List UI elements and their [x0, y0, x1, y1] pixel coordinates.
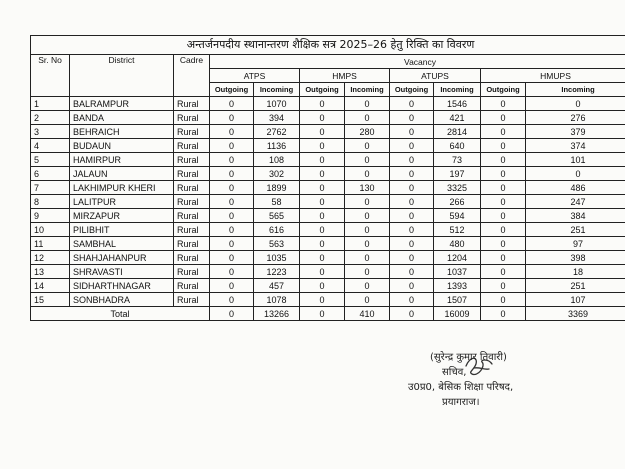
vacancy-sheet: [30, 35, 595, 321]
header-incoming: Incoming: [434, 83, 481, 97]
incoming-cell: 1078: [254, 293, 300, 307]
district-cell: BEHRAICH: [70, 125, 174, 139]
incoming-cell: 1204: [434, 251, 481, 265]
total-cell: 3369: [526, 307, 625, 321]
outgoing-cell: 0: [300, 97, 345, 111]
outgoing-cell: 0: [300, 293, 345, 307]
incoming-cell: 280: [345, 125, 390, 139]
total-cell: 0: [390, 307, 434, 321]
incoming-cell: 0: [345, 293, 390, 307]
outgoing-cell: 0: [210, 125, 254, 139]
total-label: Total: [31, 307, 210, 321]
header-cadre: Cadre: [174, 55, 210, 97]
incoming-cell: 251: [526, 279, 625, 293]
cadre-cell: Rural: [174, 167, 210, 181]
sr-no-cell: 14: [31, 279, 70, 293]
incoming-cell: 379: [526, 125, 625, 139]
header-incoming: Incoming: [254, 83, 300, 97]
incoming-cell: 97: [526, 237, 625, 251]
incoming-cell: 398: [526, 251, 625, 265]
header-outgoing: Outgoing: [481, 83, 526, 97]
incoming-cell: 0: [345, 265, 390, 279]
sr-no-cell: 1: [31, 97, 70, 111]
incoming-cell: 640: [434, 139, 481, 153]
incoming-cell: 512: [434, 223, 481, 237]
district-cell: SHAHJAHANPUR: [70, 251, 174, 265]
header-outgoing: Outgoing: [300, 83, 345, 97]
table-body: [31, 97, 625, 307]
incoming-cell: 58: [254, 195, 300, 209]
outgoing-cell: 0: [210, 97, 254, 111]
cadre-cell: Rural: [174, 279, 210, 293]
incoming-cell: 486: [526, 181, 625, 195]
table-row: [31, 209, 625, 223]
table-row: [31, 251, 625, 265]
outgoing-cell: 0: [210, 167, 254, 181]
cadre-cell: Rural: [174, 251, 210, 265]
outgoing-cell: 0: [300, 195, 345, 209]
incoming-cell: 251: [526, 223, 625, 237]
district-cell: BUDAUN: [70, 139, 174, 153]
total-row: [31, 307, 625, 321]
outgoing-cell: 0: [481, 195, 526, 209]
outgoing-cell: 0: [210, 223, 254, 237]
table-row: [31, 153, 625, 167]
incoming-cell: 1507: [434, 293, 481, 307]
incoming-cell: 1393: [434, 279, 481, 293]
incoming-cell: 108: [254, 153, 300, 167]
outgoing-cell: 0: [481, 97, 526, 111]
signatory-office: उ0प्र0, बेसिक शिक्षा परिषद,: [408, 382, 514, 393]
outgoing-cell: 0: [300, 167, 345, 181]
cadre-cell: Rural: [174, 97, 210, 111]
incoming-cell: 0: [345, 139, 390, 153]
incoming-cell: 0: [345, 97, 390, 111]
district-cell: HAMIRPUR: [70, 153, 174, 167]
outgoing-cell: 0: [390, 279, 434, 293]
header-group-atps: ATPS: [210, 69, 300, 83]
total-cell: 13266: [254, 307, 300, 321]
incoming-cell: 594: [434, 209, 481, 223]
outgoing-cell: 0: [300, 265, 345, 279]
outgoing-cell: 0: [390, 265, 434, 279]
incoming-cell: 1070: [254, 97, 300, 111]
incoming-cell: 563: [254, 237, 300, 251]
header-group-atups: ATUPS: [390, 69, 481, 83]
cadre-cell: Rural: [174, 125, 210, 139]
incoming-cell: 247: [526, 195, 625, 209]
header-district: District: [70, 55, 174, 97]
table-title: अन्तर्जनपदीय स्थानान्तरण शैक्षिक सत्र 2025–26 हेतु रिक्ति का विवरण: [31, 36, 625, 55]
header-outgoing: Outgoing: [210, 83, 254, 97]
outgoing-cell: 0: [481, 251, 526, 265]
outgoing-cell: 0: [481, 181, 526, 195]
sr-no-cell: 8: [31, 195, 70, 209]
table-row: [31, 237, 625, 251]
outgoing-cell: 0: [210, 153, 254, 167]
outgoing-cell: 0: [210, 293, 254, 307]
district-cell: PILIBHIT: [70, 223, 174, 237]
incoming-cell: 457: [254, 279, 300, 293]
incoming-cell: 374: [526, 139, 625, 153]
district-cell: SIDHARTHNAGAR: [70, 279, 174, 293]
outgoing-cell: 0: [300, 279, 345, 293]
signatory-name: (सुरेन्द्र कुमार तिवारी): [430, 352, 507, 363]
incoming-cell: 73: [434, 153, 481, 167]
sr-no-cell: 5: [31, 153, 70, 167]
header-sr-no: Sr. No: [31, 55, 70, 97]
outgoing-cell: 0: [390, 97, 434, 111]
table-row: [31, 139, 625, 153]
signatory-designation: सचिव,: [442, 367, 467, 378]
incoming-cell: 1546: [434, 97, 481, 111]
district-cell: SHRAVASTI: [70, 265, 174, 279]
header-group-hmps: HMPS: [300, 69, 390, 83]
incoming-cell: 0: [345, 237, 390, 251]
outgoing-cell: 0: [300, 251, 345, 265]
incoming-cell: 384: [526, 209, 625, 223]
outgoing-cell: 0: [210, 209, 254, 223]
outgoing-cell: 0: [300, 209, 345, 223]
sr-no-cell: 2: [31, 111, 70, 125]
incoming-cell: 276: [526, 111, 625, 125]
sr-no-cell: 12: [31, 251, 70, 265]
incoming-cell: 266: [434, 195, 481, 209]
outgoing-cell: 0: [210, 195, 254, 209]
outgoing-cell: 0: [210, 279, 254, 293]
sr-no-cell: 4: [31, 139, 70, 153]
district-cell: LAKHIMPUR KHERI: [70, 181, 174, 195]
outgoing-cell: 0: [210, 251, 254, 265]
incoming-cell: 0: [345, 223, 390, 237]
outgoing-cell: 0: [481, 293, 526, 307]
district-cell: SONBHADRA: [70, 293, 174, 307]
table-row: [31, 279, 625, 293]
cadre-cell: Rural: [174, 139, 210, 153]
incoming-cell: 616: [254, 223, 300, 237]
incoming-cell: 2814: [434, 125, 481, 139]
outgoing-cell: 0: [210, 237, 254, 251]
district-cell: SAMBHAL: [70, 237, 174, 251]
total-cell: 0: [481, 307, 526, 321]
incoming-cell: 101: [526, 153, 625, 167]
total-cell: 410: [345, 307, 390, 321]
outgoing-cell: 0: [390, 181, 434, 195]
sr-no-cell: 10: [31, 223, 70, 237]
outgoing-cell: 0: [300, 111, 345, 125]
incoming-cell: 480: [434, 237, 481, 251]
outgoing-cell: 0: [481, 279, 526, 293]
incoming-cell: 394: [254, 111, 300, 125]
incoming-cell: 0: [526, 97, 625, 111]
incoming-cell: 1223: [254, 265, 300, 279]
total-cell: 0: [300, 307, 345, 321]
header-vacancy: Vacancy: [210, 55, 625, 69]
cadre-cell: Rural: [174, 209, 210, 223]
table-row: [31, 195, 625, 209]
outgoing-cell: 0: [300, 139, 345, 153]
outgoing-cell: 0: [390, 167, 434, 181]
outgoing-cell: 0: [481, 265, 526, 279]
incoming-cell: 18: [526, 265, 625, 279]
outgoing-cell: 0: [390, 237, 434, 251]
table-row: [31, 125, 625, 139]
vacancy-table: [30, 35, 625, 321]
outgoing-cell: 0: [481, 167, 526, 181]
total-cell: 16009: [434, 307, 481, 321]
incoming-cell: 1037: [434, 265, 481, 279]
incoming-cell: 0: [526, 167, 625, 181]
header-incoming: Incoming: [526, 83, 625, 97]
district-cell: LALITPUR: [70, 195, 174, 209]
incoming-cell: 2762: [254, 125, 300, 139]
outgoing-cell: 0: [390, 223, 434, 237]
incoming-cell: 1136: [254, 139, 300, 153]
table-row: [31, 223, 625, 237]
incoming-cell: 0: [345, 153, 390, 167]
incoming-cell: 1899: [254, 181, 300, 195]
outgoing-cell: 0: [210, 181, 254, 195]
outgoing-cell: 0: [300, 237, 345, 251]
total-cell: 0: [210, 307, 254, 321]
table-row: [31, 167, 625, 181]
district-cell: MIRZAPUR: [70, 209, 174, 223]
table-row: [31, 111, 625, 125]
outgoing-cell: 0: [481, 209, 526, 223]
header-outgoing: Outgoing: [390, 83, 434, 97]
outgoing-cell: 0: [481, 139, 526, 153]
outgoing-cell: 0: [390, 195, 434, 209]
outgoing-cell: 0: [390, 125, 434, 139]
table-row: [31, 293, 625, 307]
header-incoming: Incoming: [345, 83, 390, 97]
sr-no-cell: 15: [31, 293, 70, 307]
outgoing-cell: 0: [390, 153, 434, 167]
sr-no-cell: 3: [31, 125, 70, 139]
outgoing-cell: 0: [481, 153, 526, 167]
incoming-cell: 0: [345, 111, 390, 125]
outgoing-cell: 0: [390, 139, 434, 153]
sr-no-cell: 7: [31, 181, 70, 195]
signature-block: [408, 350, 588, 410]
outgoing-cell: 0: [481, 125, 526, 139]
incoming-cell: 130: [345, 181, 390, 195]
cadre-cell: Rural: [174, 195, 210, 209]
cadre-cell: Rural: [174, 265, 210, 279]
table-row: [31, 265, 625, 279]
incoming-cell: 107: [526, 293, 625, 307]
district-cell: BANDA: [70, 111, 174, 125]
sr-no-cell: 9: [31, 209, 70, 223]
incoming-cell: 0: [345, 195, 390, 209]
cadre-cell: Rural: [174, 181, 210, 195]
sr-no-cell: 11: [31, 237, 70, 251]
outgoing-cell: 0: [390, 209, 434, 223]
outgoing-cell: 0: [390, 111, 434, 125]
cadre-cell: Rural: [174, 111, 210, 125]
cadre-cell: Rural: [174, 153, 210, 167]
outgoing-cell: 0: [210, 265, 254, 279]
outgoing-cell: 0: [300, 125, 345, 139]
incoming-cell: 197: [434, 167, 481, 181]
outgoing-cell: 0: [390, 293, 434, 307]
outgoing-cell: 0: [210, 111, 254, 125]
incoming-cell: 421: [434, 111, 481, 125]
cadre-cell: Rural: [174, 293, 210, 307]
incoming-cell: 0: [345, 251, 390, 265]
outgoing-cell: 0: [481, 111, 526, 125]
sr-no-cell: 6: [31, 167, 70, 181]
table-row: [31, 181, 625, 195]
cadre-cell: Rural: [174, 237, 210, 251]
district-cell: JALAUN: [70, 167, 174, 181]
incoming-cell: 1035: [254, 251, 300, 265]
incoming-cell: 0: [345, 279, 390, 293]
incoming-cell: 565: [254, 209, 300, 223]
signatory-place: प्रयागराज।: [442, 397, 480, 408]
table-row: [31, 97, 625, 111]
cadre-cell: Rural: [174, 223, 210, 237]
outgoing-cell: 0: [390, 251, 434, 265]
incoming-cell: 0: [345, 167, 390, 181]
outgoing-cell: 0: [481, 223, 526, 237]
incoming-cell: 3325: [434, 181, 481, 195]
outgoing-cell: 0: [300, 153, 345, 167]
sr-no-cell: 13: [31, 265, 70, 279]
incoming-cell: 302: [254, 167, 300, 181]
outgoing-cell: 0: [300, 181, 345, 195]
outgoing-cell: 0: [300, 223, 345, 237]
district-cell: BALRAMPUR: [70, 97, 174, 111]
incoming-cell: 0: [345, 209, 390, 223]
outgoing-cell: 0: [210, 139, 254, 153]
header-group-hmups: HMUPS: [481, 69, 625, 83]
outgoing-cell: 0: [481, 237, 526, 251]
